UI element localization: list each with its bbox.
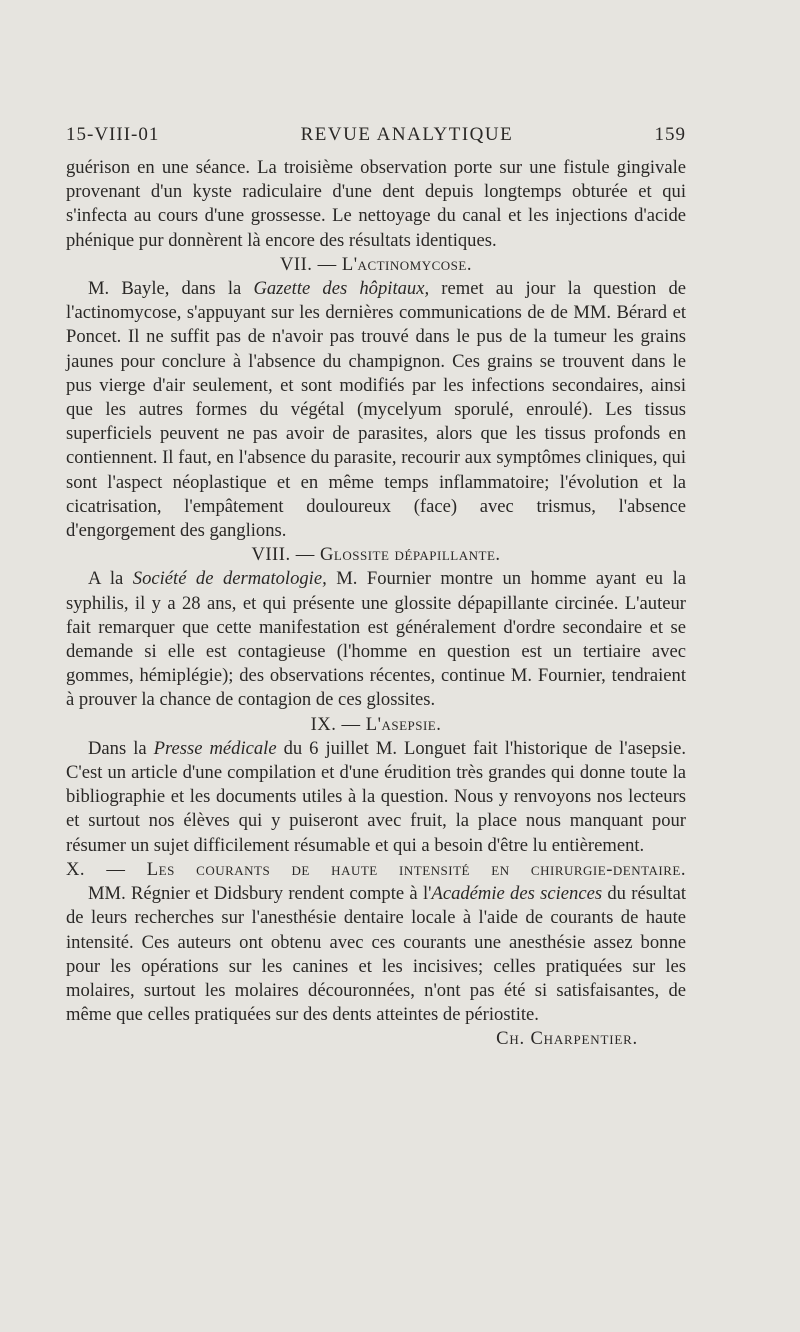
article-body [66, 156, 686, 1052]
section-heading-x: X. — Les courants de haute intensité en chirurgie-dentaire. [66, 858, 686, 880]
section-heading-viii: VIII. — Glossite dépapillante. [251, 544, 501, 566]
journal-name-gazette: Gazette des hôpitaux, [253, 278, 430, 300]
issue-date: 15-VIII-01 [66, 124, 160, 145]
journal-page [66, 124, 686, 1052]
page-number: 159 [654, 124, 686, 145]
journal-name-societe: Société de dermatologie, [132, 568, 327, 590]
paragraph-courants: MM. Régnier et Didsbury rendent compte à l'Académie des sciences du résultat de leurs recherches sur l'anesthésie dentaire locale à l'aide de courants de haute intensité. Ces auteurs ont obtenu avec ces courants une anesthésie assez bonne pour les opérations sur les canines et les incisives; celles pratiquées sur les molaires, surtout les molaires découronnées, n'ont pas été si satisfaisantes, de même que celles pratiquées sur des dents atteintes de périostite. [66, 883, 686, 1026]
section-heading-ix: IX. — L'asepsie. [310, 713, 442, 735]
paragraph-actinomycose: M. Bayle, dans la Gazette des hôpitaux, remet au jour la question de l'actinomycose, s'appuyant sur les dernières communications de de MM. Bérard et Poncet. Il ne suffit pas de n'avoir pas trouvé dans le pus de la tumeur les grains jaunes pour conclure à l'absence du champignon. Ces grains se trouvent dans le pus vierge d'air seulement, et sont modifiés par les infections secondaires, ainsi que les autres formes du végétal (mycelyum sporulé, enroulé). Les tissus superficiels peuvent ne pas avoir de parasites, alors que les tissus profonds en contiennent. Il faut, en l'absence du parasite, recourir aux symptômes cliniques, qui sont l'aspect néoplastique et en même temps inflammatoire; l'évolution et la cicatrisation, l'empâtement douloureux (face) avec trismus, l'absence d'engorgement des ganglions. [66, 278, 686, 542]
journal-section-title: REVUE ANALYTIQUE [300, 124, 514, 145]
journal-name-presse: Presse médicale [153, 737, 277, 759]
paragraph-asepsie: Dans la Presse médicale du 6 juillet M. Longuet fait l'historique de l'asepsie. C'est un article d'une compilation et d'une érudition très grandes qui donne toute la bibliographie et les documents utiles à la question. Nous y renvoyons nos lecteurs et surtout nos élèves qui y puiseront avec fruit, la place nous manquant pour résumer un sujet difficilement résumable et qui a besoin d'être lu entièrement. [66, 737, 686, 856]
section-heading-vii: VII. — L'actinomycose. [280, 253, 472, 275]
institution-name-academie: Académie des sciences [431, 883, 603, 905]
paragraph-glossite: A la Société de dermatologie, M. Fournier montre un homme ayant eu la syphilis, il y a 28 ans, et qui présente une glossite dépapillante circinée. L'auteur fait remarquer que cette manifestation est généralement d'ordre secondaire et se demande si elle est contagieuse (l'homme en question est un tertiaire avec gommes, hémiplégie); des observations récentes, continue M. Fournier, tendraient à prouver la chance de contagion de ces glossites. [66, 568, 686, 711]
author-signature: Ch. Charpentier. [496, 1028, 638, 1050]
paragraph-continuation: guérison en une séance. La troisième observation porte sur une fistule gingivale provenant d'un kyste radiculaire d'une dent depuis longtemps obturée et qui s'infecta au cours d'une grossesse. Le nettoyage du canal et les injections d'acide phénique pur donnèrent là encore des résultats identiques. [66, 157, 686, 251]
running-head [66, 124, 686, 152]
